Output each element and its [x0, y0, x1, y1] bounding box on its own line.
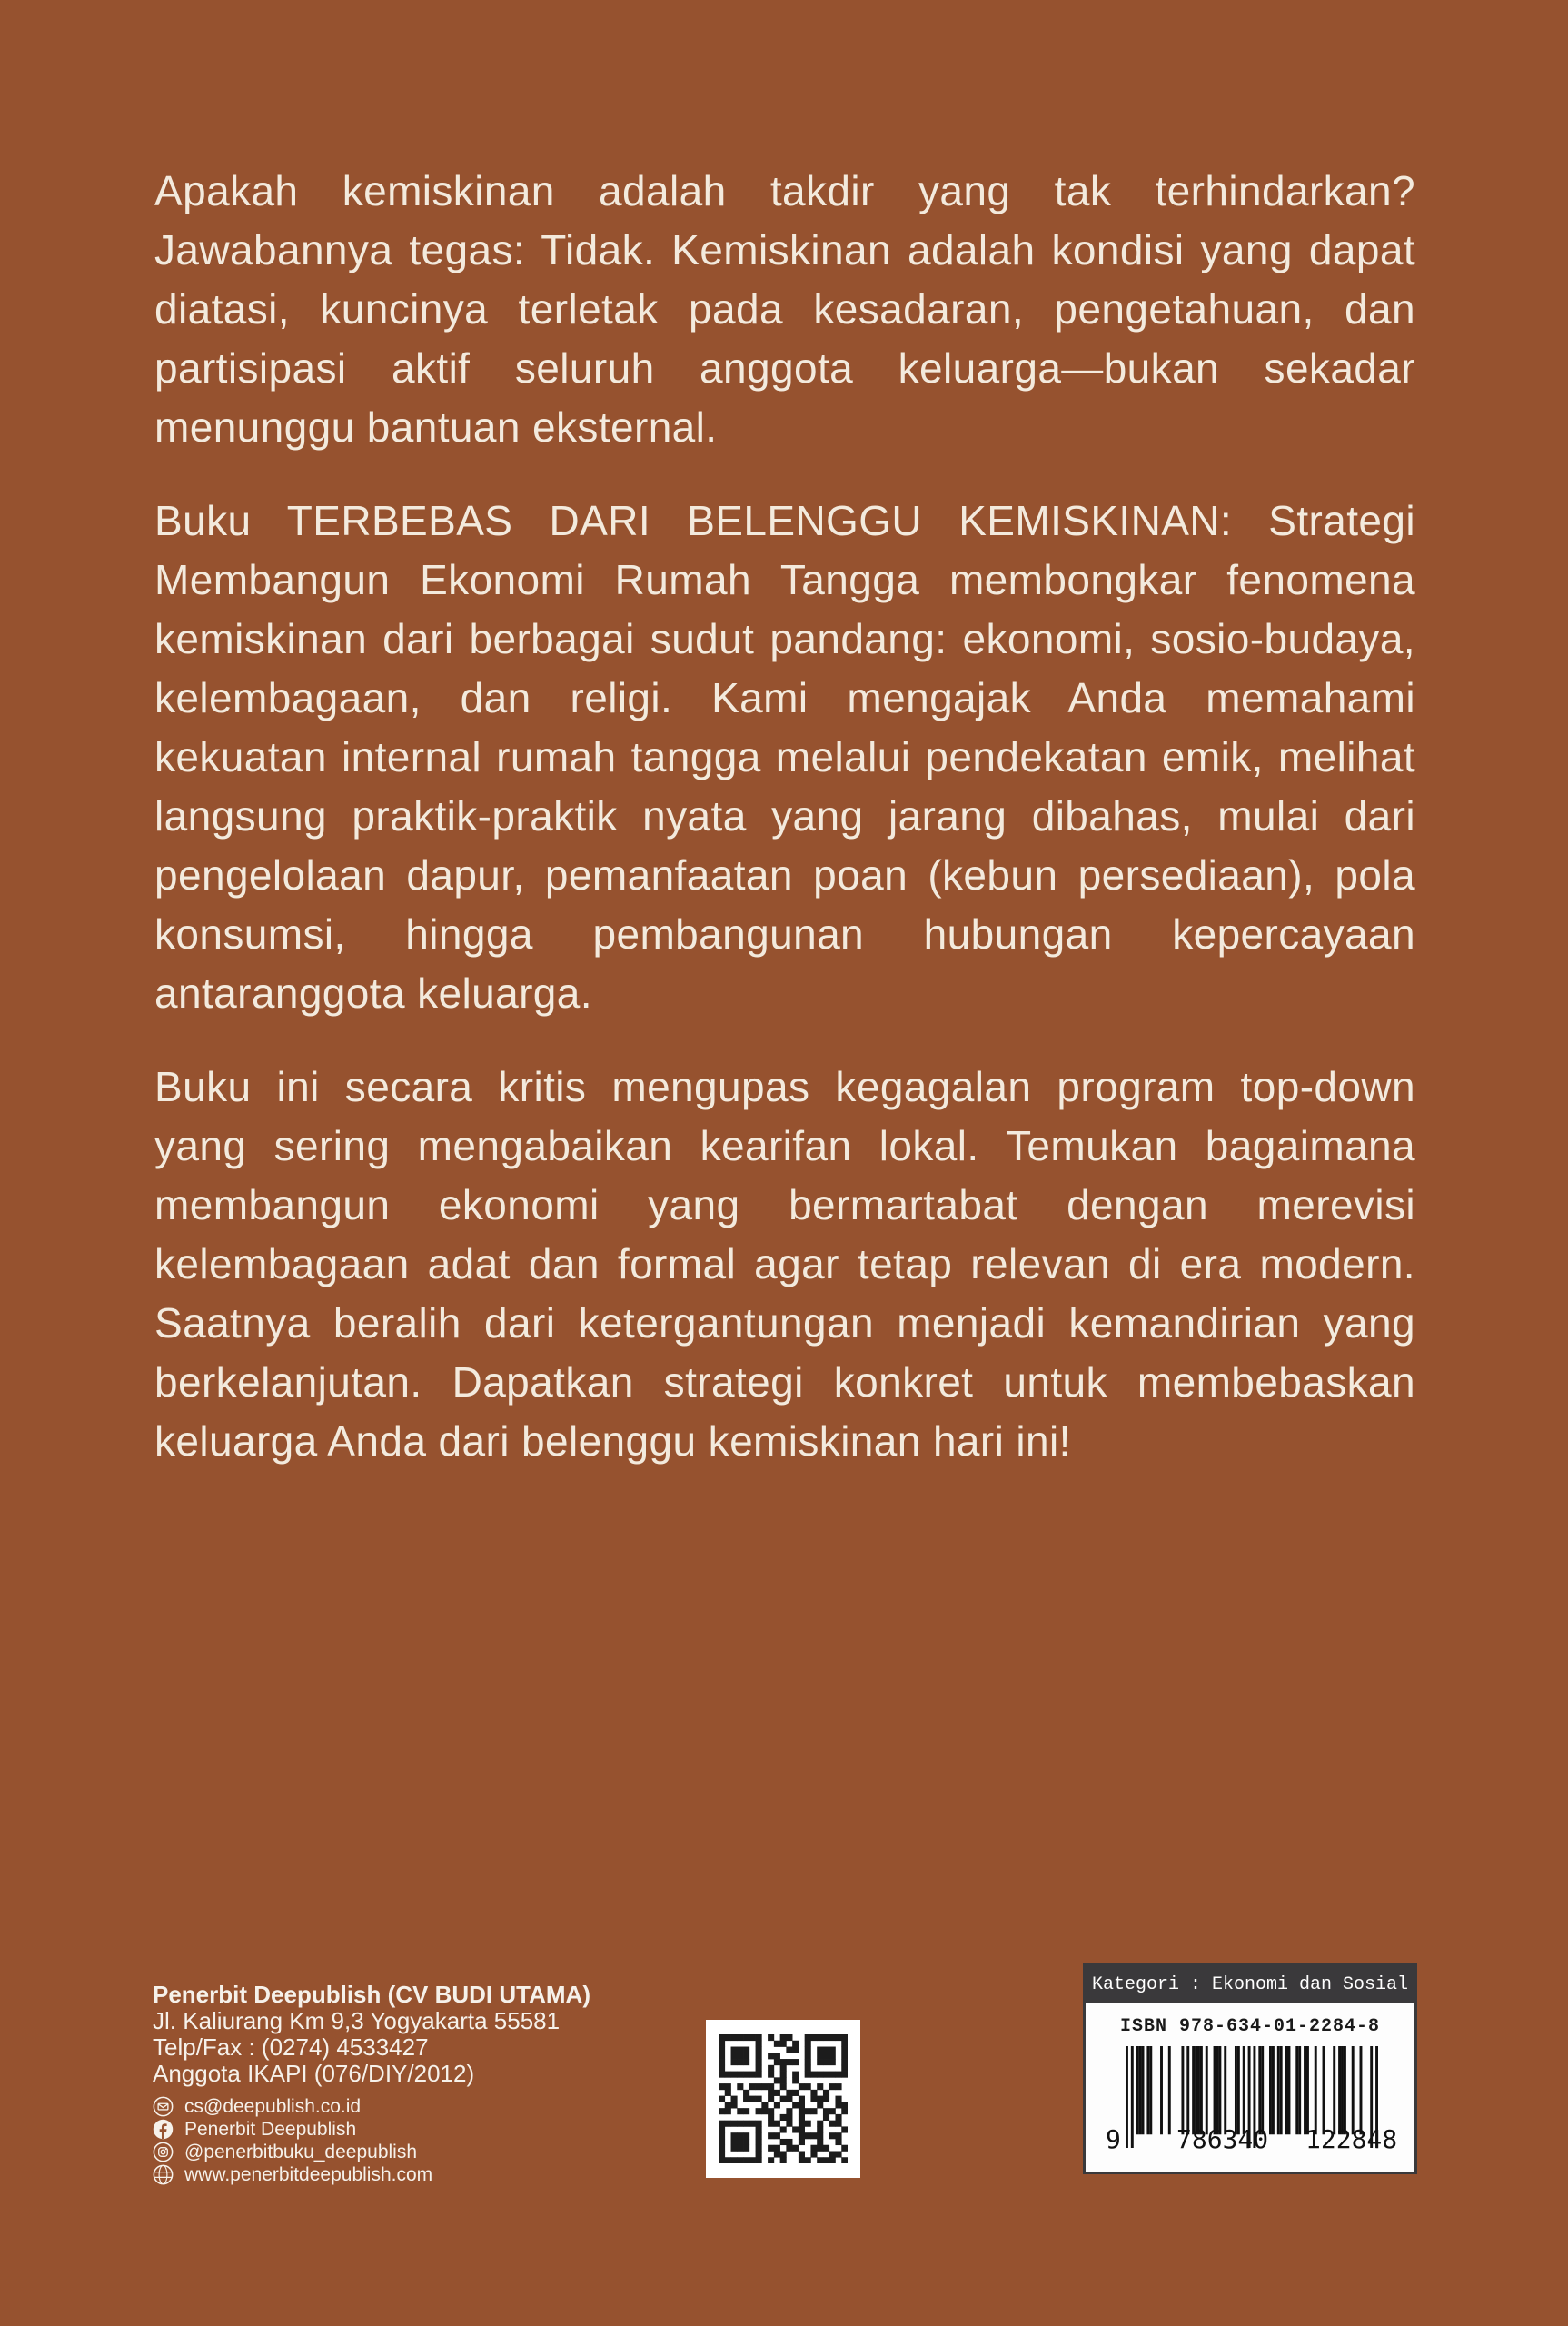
- synopsis-section: [154, 162, 1415, 1506]
- contact-label: @penerbitbuku_deepublish: [184, 2141, 418, 2162]
- globe-icon: [153, 2164, 174, 2185]
- contact-row-website: [153, 2163, 590, 2186]
- contact-list: [153, 2095, 590, 2186]
- publisher-phone: Telp/Fax : (0274) 4533427: [153, 2033, 429, 2061]
- contact-label: cs@deepublish.co.id: [184, 2095, 362, 2117]
- publisher-ikapi: Anggota IKAPI (076/DIY/2012): [153, 2060, 475, 2087]
- facebook-icon: [153, 2119, 174, 2140]
- email-icon: [153, 2096, 174, 2117]
- contact-row-facebook: [153, 2118, 590, 2141]
- publisher-address: Jl. Kaliurang Km 9,3 Yogyakarta 55581: [153, 2007, 561, 2034]
- category-badge: Kategori : Ekonomi dan Sosial: [1086, 1965, 1414, 2003]
- contact-label: www.penerbitdeepublish.com: [184, 2163, 433, 2185]
- contact-label: Penerbit Deepublish: [184, 2118, 357, 2140]
- barcode-digits-right: 122848: [1305, 2124, 1398, 2154]
- isbn-text: ISBN 978-634-01-2284-8: [1119, 2016, 1381, 2037]
- barcode-digit-first: 9: [1106, 2124, 1121, 2154]
- qr-code-svg: [719, 2034, 848, 2163]
- publisher-info: [153, 1982, 590, 2186]
- synopsis-paragraph-2: Buku TERBEBAS DARI BELENGGU KEMISKINAN: Strategi Membangun Ekonomi Rumah Tangga membongkar fenomena kemiskinan dari berbagai sudut pandang: ekonomi, sosio-budaya, kelembagaan, dan religi. Kami mengajak Anda memahami kekuatan internal rumah tangga melalui pendekatan emik, melihat langsung praktik-praktik nyata yang jarang dibahas, mulai dari pengelolaan dapur, pemanfaatan poan (kebun persediaan), pola konsumsi, hingga pembangunan hubungan kepercayaan antaranggota keluarga.: [154, 497, 1415, 1017]
- synopsis-paragraph-3: Buku ini secara kritis mengupas kegagalan program top-down yang sering mengabaikan kearifan lokal. Temukan bagaimana membangun ekonomi yang bermartabat dengan merevisi kelembagaan adat dan formal agar tetap relevan di era modern. Saatnya beralih dari ketergantungan menjadi kemandirian yang berkelanjutan. Dapatkan strategi konkret untuk membebaskan keluarga Anda dari belenggu kemiskinan hari ini!: [154, 1063, 1415, 1465]
- publisher-name: Penerbit Deepublish (CV BUDI UTAMA): [153, 1981, 590, 2008]
- instagram-icon: [153, 2142, 174, 2162]
- contact-row-instagram: [153, 2141, 590, 2163]
- isbn-label: [1083, 1963, 1417, 2174]
- barcode-digits-left: 786340: [1176, 2124, 1269, 2154]
- contact-row-email: [153, 2095, 590, 2118]
- ean-barcode: [1086, 2037, 1414, 2173]
- synopsis-paragraph-1: Apakah kemiskinan adalah takdir yang tak terhindarkan? Jawabannya tegas: Tidak. Kemiskinan adalah kondisi yang dapat diatasi, kuncinya terletak pada kesadaran, pengetahuan, dan partisipasi aktif seluruh anggota keluarga—bukan sekadar menunggu bantuan eksternal.: [154, 167, 1415, 451]
- barcode-digits: [1086, 2124, 1414, 2157]
- qr-code: [706, 2020, 860, 2178]
